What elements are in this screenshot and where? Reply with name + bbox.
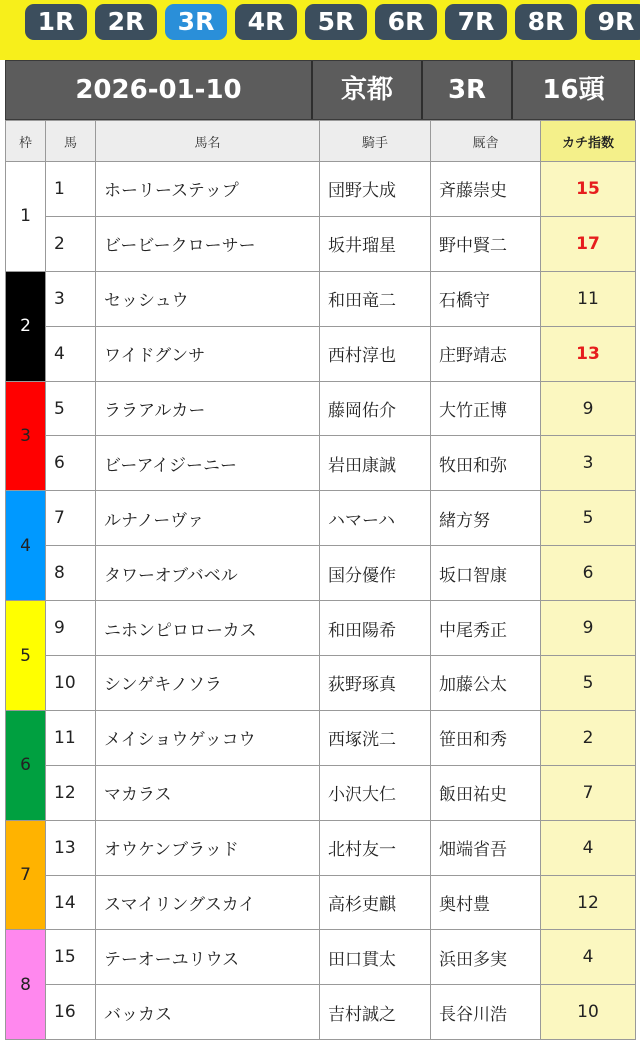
score-cell: 7	[541, 765, 636, 820]
jockey-cell: ハマーハ	[320, 491, 431, 546]
horse-number-cell: 5	[46, 381, 96, 436]
trainer-cell: 浜田多実	[431, 930, 541, 985]
table-row[interactable]	[6, 765, 636, 820]
trainer-cell: 長谷川浩	[431, 985, 541, 1040]
horse-number-cell: 1	[46, 162, 96, 217]
race-tab-1r[interactable]: 1R	[25, 4, 87, 40]
race-header	[5, 60, 635, 120]
horse-name-cell: テーオーユリウス	[96, 930, 320, 985]
runner-count: 16頭	[542, 75, 605, 105]
horse-number-cell: 8	[46, 546, 96, 601]
horse-number-cell: 11	[46, 710, 96, 765]
score-cell: 5	[541, 491, 636, 546]
jockey-cell: 国分優作	[320, 546, 431, 601]
table-row[interactable]	[6, 985, 636, 1040]
jockey-cell: 和田陽希	[320, 601, 431, 656]
table-row[interactable]	[6, 875, 636, 930]
trainer-cell: 飯田祐史	[431, 765, 541, 820]
table-row[interactable]	[6, 710, 636, 765]
table-row[interactable]	[6, 271, 636, 326]
trainer-cell: 牧田和弥	[431, 436, 541, 491]
trainer-cell: 緒方努	[431, 491, 541, 546]
jockey-cell: 西村淳也	[320, 326, 431, 381]
table-row[interactable]	[6, 491, 636, 546]
score-cell: 4	[541, 820, 636, 875]
waku-cell: 7	[6, 820, 46, 930]
jockey-cell: 岩田康誠	[320, 436, 431, 491]
trainer-cell: 石橋守	[431, 271, 541, 326]
score-cell: 3	[541, 436, 636, 491]
horse-number-cell: 4	[46, 326, 96, 381]
horse-name-cell: ワイドグンサ	[96, 326, 320, 381]
score-cell: 15	[541, 162, 636, 217]
jockey-cell: 田口貫太	[320, 930, 431, 985]
horse-name-cell: スマイリングスカイ	[96, 875, 320, 930]
entries-table	[5, 120, 636, 1040]
horse-name-cell: ルナノーヴァ	[96, 491, 320, 546]
race-tab-5r[interactable]: 5R	[305, 4, 367, 40]
table-row[interactable]	[6, 601, 636, 656]
horse-number-cell: 10	[46, 656, 96, 711]
col-header-score: カチ指数	[541, 121, 636, 162]
horse-number-cell: 2	[46, 216, 96, 271]
table-row[interactable]	[6, 381, 636, 436]
jockey-cell: 西塚洸二	[320, 710, 431, 765]
horse-number-cell: 13	[46, 820, 96, 875]
score-cell: 12	[541, 875, 636, 930]
jockey-cell: 坂井瑠星	[320, 216, 431, 271]
waku-cell: 2	[6, 271, 46, 381]
race-tab-bar	[0, 0, 640, 60]
horse-name-cell: マカラス	[96, 765, 320, 820]
score-cell: 4	[541, 930, 636, 985]
table-row[interactable]	[6, 326, 636, 381]
jockey-cell: 吉村誠之	[320, 985, 431, 1040]
col-header-jockey: 騎手	[320, 121, 431, 162]
horse-name-cell: バッカス	[96, 985, 320, 1040]
table-row[interactable]	[6, 216, 636, 271]
score-cell: 13	[541, 326, 636, 381]
jockey-cell: 荻野琢真	[320, 656, 431, 711]
score-cell: 17	[541, 216, 636, 271]
score-cell: 11	[541, 271, 636, 326]
race-venue: 京都	[340, 75, 393, 105]
horse-number-cell: 15	[46, 930, 96, 985]
horse-number-cell: 16	[46, 985, 96, 1040]
table-row[interactable]	[6, 820, 636, 875]
horse-number-cell: 9	[46, 601, 96, 656]
race-tab-2r[interactable]: 2R	[95, 4, 157, 40]
trainer-cell: 中尾秀正	[431, 601, 541, 656]
jockey-cell: 和田竜二	[320, 271, 431, 326]
trainer-cell: 坂口智康	[431, 546, 541, 601]
waku-cell: 3	[6, 381, 46, 491]
horse-name-cell: ホーリーステップ	[96, 162, 320, 217]
trainer-cell: 野中賢二	[431, 216, 541, 271]
waku-cell: 6	[6, 710, 46, 820]
jockey-cell: 団野大成	[320, 162, 431, 217]
col-header-name: 馬名	[96, 121, 320, 162]
race-tab-8r[interactable]: 8R	[515, 4, 577, 40]
horse-name-cell: メイショウゲッコウ	[96, 710, 320, 765]
score-cell: 9	[541, 601, 636, 656]
jockey-cell: 北村友一	[320, 820, 431, 875]
trainer-cell: 加藤公太	[431, 656, 541, 711]
horse-number-cell: 12	[46, 765, 96, 820]
jockey-cell: 高杉吏麒	[320, 875, 431, 930]
waku-cell: 5	[6, 601, 46, 711]
table-row[interactable]	[6, 656, 636, 711]
horse-name-cell: ララアルカー	[96, 381, 320, 436]
horse-name-cell: シンゲキノソラ	[96, 656, 320, 711]
waku-cell: 4	[6, 491, 46, 601]
table-row[interactable]	[6, 546, 636, 601]
table-row[interactable]	[6, 436, 636, 491]
horse-number-cell: 7	[46, 491, 96, 546]
horse-name-cell: タワーオブバベル	[96, 546, 320, 601]
horse-number-cell: 6	[46, 436, 96, 491]
jockey-cell: 小沢大仁	[320, 765, 431, 820]
race-date: 2026-01-10	[75, 75, 242, 105]
table-body	[6, 162, 636, 1040]
trainer-cell: 笹田和秀	[431, 710, 541, 765]
table-row[interactable]	[6, 162, 636, 217]
score-cell: 10	[541, 985, 636, 1040]
col-header-waku: 枠	[6, 121, 46, 162]
score-cell: 6	[541, 546, 636, 601]
table-row[interactable]	[6, 930, 636, 985]
horse-name-cell: セッシュウ	[96, 271, 320, 326]
score-cell: 5	[541, 656, 636, 711]
horse-name-cell: ビービークローサー	[96, 216, 320, 271]
trainer-cell: 奥村豊	[431, 875, 541, 930]
horse-name-cell: ビーアイジーニー	[96, 436, 320, 491]
race-tab-4r[interactable]: 4R	[235, 4, 297, 40]
col-header-umaban: 馬	[46, 121, 96, 162]
race-tab-3r[interactable]: 3R	[165, 4, 227, 40]
race-tab-7r[interactable]: 7R	[445, 4, 507, 40]
horse-number-cell: 14	[46, 875, 96, 930]
table-header-row	[6, 121, 636, 162]
waku-cell: 8	[6, 930, 46, 1040]
horse-number-cell: 3	[46, 271, 96, 326]
trainer-cell: 大竹正博	[431, 381, 541, 436]
col-header-trainer: 厩舎	[431, 121, 541, 162]
trainer-cell: 斉藤崇史	[431, 162, 541, 217]
race-tab-9r[interactable]: 9R	[585, 4, 640, 40]
jockey-cell: 藤岡佑介	[320, 381, 431, 436]
trainer-cell: 庄野靖志	[431, 326, 541, 381]
score-cell: 9	[541, 381, 636, 436]
race-tab-6r[interactable]: 6R	[375, 4, 437, 40]
trainer-cell: 畑端省吾	[431, 820, 541, 875]
waku-cell: 1	[6, 162, 46, 272]
race-number: 3R	[447, 75, 487, 105]
horse-name-cell: オウケンブラッド	[96, 820, 320, 875]
horse-name-cell: ニホンピロローカス	[96, 601, 320, 656]
score-cell: 2	[541, 710, 636, 765]
